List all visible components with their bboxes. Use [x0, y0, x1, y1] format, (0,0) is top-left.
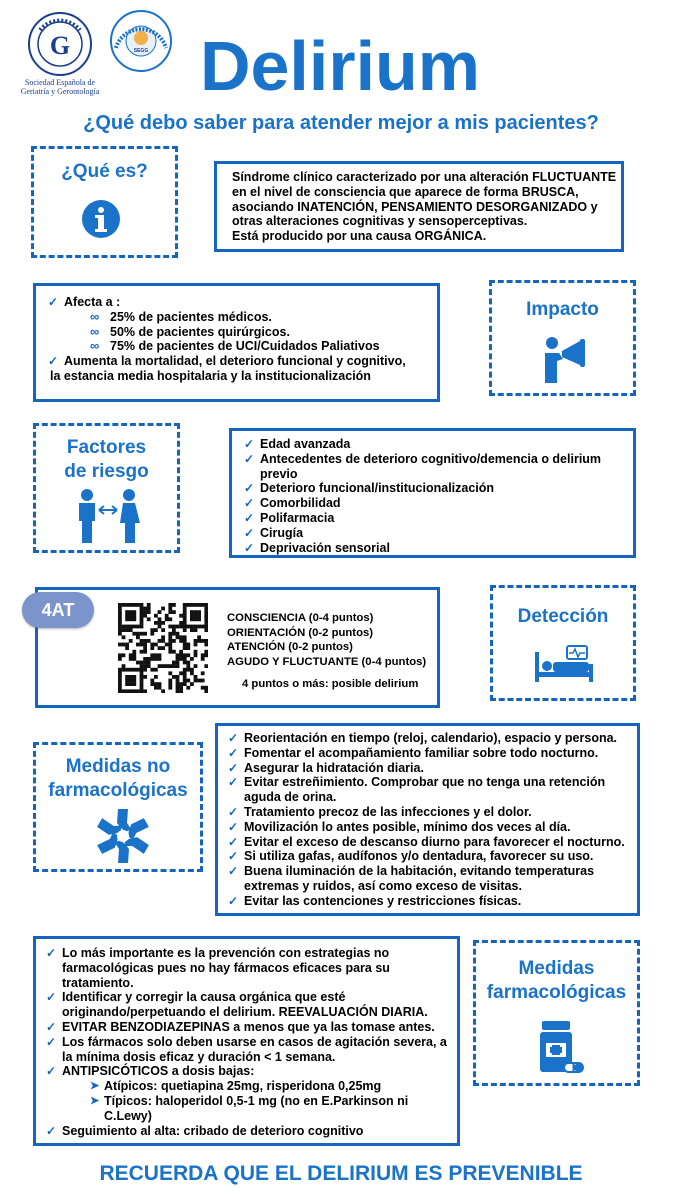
no-farma-list-box	[215, 723, 640, 916]
factor-item: ✓ Comorbilidad	[244, 496, 625, 511]
definition-line: otras alteraciones cognitivas y sensoperceptivas.	[232, 214, 528, 229]
factor-item: ✓ Polifarmacia	[244, 511, 625, 526]
footer-message: RECUERDA QUE EL DELIRIUM ES PREVENIBLE	[99, 1162, 583, 1185]
delirium-group-seal	[108, 8, 174, 74]
farma-item: ✓ Seguimiento al alta: cribado de deterioro cognitivo	[46, 1124, 449, 1139]
no-farma-title-line1: Medidas no	[65, 756, 171, 777]
factores-title-line2: de riesgo	[64, 461, 149, 482]
afecta-item: ∞ 25% de pacientes médicos.	[90, 310, 437, 325]
megaphone-person-icon	[542, 335, 588, 383]
svg-text:SEGG: SEGG	[133, 48, 149, 54]
farma-item: ✓ Los fármacos solo deben usarse en casos de agitación severa, a la mínima dosis eficaz y duración < 1 semana.	[46, 1035, 449, 1065]
factores-title-line1: Factores	[66, 437, 147, 458]
info-icon	[81, 199, 121, 239]
farma-item: ✓ Lo más importante es la prevención con estrategias no farmacológicas pues no hay fármacos eficaces para su tratamiento.	[46, 946, 449, 990]
no-farma-item: ✓ Fomentar el acompañamiento familiar sobre todo nocturno.	[228, 746, 629, 761]
people-icon	[75, 488, 141, 544]
no-farma-item: ✓ Evitar el exceso de descanso diurno para favorecer el nocturno.	[228, 835, 629, 850]
impacto-title: Impacto	[526, 299, 599, 320]
factor-item: ✓ Cirugía	[244, 526, 625, 541]
afecta-label: ✓ Afecta a :	[48, 295, 437, 310]
que-es-title: ¿Qué es?	[61, 161, 148, 182]
factor-item: ✓ Antecedentes de deterioro cognitivo/demencia o delirium previo	[244, 452, 625, 482]
farma-box	[473, 940, 640, 1086]
no-farma-item: ✓ Evitar estreñimiento. Comprobar que no tenga una retención aguda de orina.	[228, 775, 629, 805]
no-farma-item: ✓ Evitar las contenciones y restricciones físicas.	[228, 894, 629, 909]
4at-result: 4 puntos o más: posible delirium	[242, 678, 419, 690]
4at-badge: 4AT	[22, 592, 94, 628]
farma-title-line2: farmacológicas	[486, 982, 627, 1003]
factores-list-box	[229, 428, 636, 558]
segg-name: Sociedad Española de Geriatría y Gerontología	[20, 78, 100, 96]
factor-item: ✓ Edad avanzada	[244, 437, 625, 452]
no-farma-item: ✓ Movilización lo antes posible, mínimo dos veces al día.	[228, 820, 629, 835]
page-subtitle: ¿Qué debo saber para atender mejor a mis pacientes?	[83, 112, 599, 134]
4at-item: AGUDO Y FLUCTUANTE (0-4 puntos)	[227, 655, 427, 668]
que-es-definition-box	[214, 161, 624, 252]
que-es-box	[31, 146, 178, 258]
pill-bottle-icon	[538, 1021, 584, 1075]
no-farma-item: ✓ Buena iluminación de la habitación, evitando temperaturas extremas y ruidos, así como exceso de visitas.	[228, 864, 629, 894]
factor-item: ✓ Deprivación sensorial	[244, 541, 625, 556]
afecta-item: ∞ 50% de pacientes quirúrgicos.	[90, 325, 437, 340]
factor-item: ✓ Deterioro funcional/institucionalización	[244, 481, 625, 496]
no-farma-item: ✓ Asegurar la hidratación diaria.	[228, 761, 629, 776]
deteccion-title: Detección	[517, 606, 609, 627]
afecta-item: ∞ 75% de pacientes de UCI/Cuidados Paliativos	[90, 339, 437, 354]
farma-title-line1: Medidas	[518, 958, 595, 979]
svg-text:G: G	[49, 31, 71, 60]
aumenta-line: ✓ Aumenta la mortalidad, el deterioro funcional y cognitivo,	[48, 354, 437, 369]
hospital-bed-icon	[533, 644, 595, 684]
4at-item: CONSCIENCIA (0-4 puntos)	[227, 612, 374, 624]
farma-item: ✓ ANTIPSICÓTICOS a dosis bajas:	[46, 1064, 449, 1079]
definition-line: Síndrome clínico caracterizado por una alteración FLUCTUANTE	[232, 170, 617, 184]
impacto-stats-box	[33, 283, 440, 402]
4at-items	[227, 611, 426, 669]
no-farma-item: ✓ Tratamiento precoz de las infecciones y el dolor.	[228, 805, 629, 820]
impacto-box	[489, 280, 636, 396]
deteccion-box	[490, 585, 636, 701]
no-farma-item: ✓ Si utiliza gafas, audífonos y/o dentadura, favorecer su uso.	[228, 849, 629, 864]
page-title: Delirium	[199, 27, 481, 105]
factores-box	[33, 423, 180, 553]
no-farma-item: ✓ Reorientación en tiempo (reloj, calendario), espacio y persona.	[228, 731, 629, 746]
4at-item: ATENCIÓN (0-2 puntos)	[227, 641, 353, 653]
qr-code	[118, 603, 208, 693]
no-farma-title-line2: farmacológicas	[48, 780, 188, 801]
segg-logo	[26, 10, 94, 78]
aumenta-line-2: la estancia media hospitalaria y la institucionalización	[50, 368, 371, 383]
farma-sub-item: ➤ Típicos: haloperidol 0,5-1 mg (no en E.Parkinson ni C.Lewy)	[90, 1094, 449, 1124]
farma-list-box	[33, 936, 460, 1146]
no-farma-box	[33, 742, 203, 872]
4at-item: ORIENTACIÓN (0-2 puntos)	[227, 626, 374, 639]
farma-item: ✓ Identificar y corregir la causa orgánica que esté originando/perpetuando el delirium. REEVALUACIÓN DIARIA.	[46, 990, 449, 1020]
farma-item: ✓ EVITAR BENZODIAZEPINAS a menos que ya las tomase antes.	[46, 1020, 449, 1035]
hands-circle-icon	[94, 807, 152, 865]
definition-line: en el nivel de consciencia que aparece de forma BRUSCA,	[232, 184, 579, 199]
definition-line: asociando INATENCIÓN, PENSAMIENTO DESORGANIZADO y	[232, 199, 598, 214]
definition-line: Está producido por una causa ORGÁNICA.	[232, 229, 487, 244]
farma-sub-item: ➤ Atípicos: quetiapina 25mg, risperidona 0,25mg	[90, 1079, 449, 1094]
